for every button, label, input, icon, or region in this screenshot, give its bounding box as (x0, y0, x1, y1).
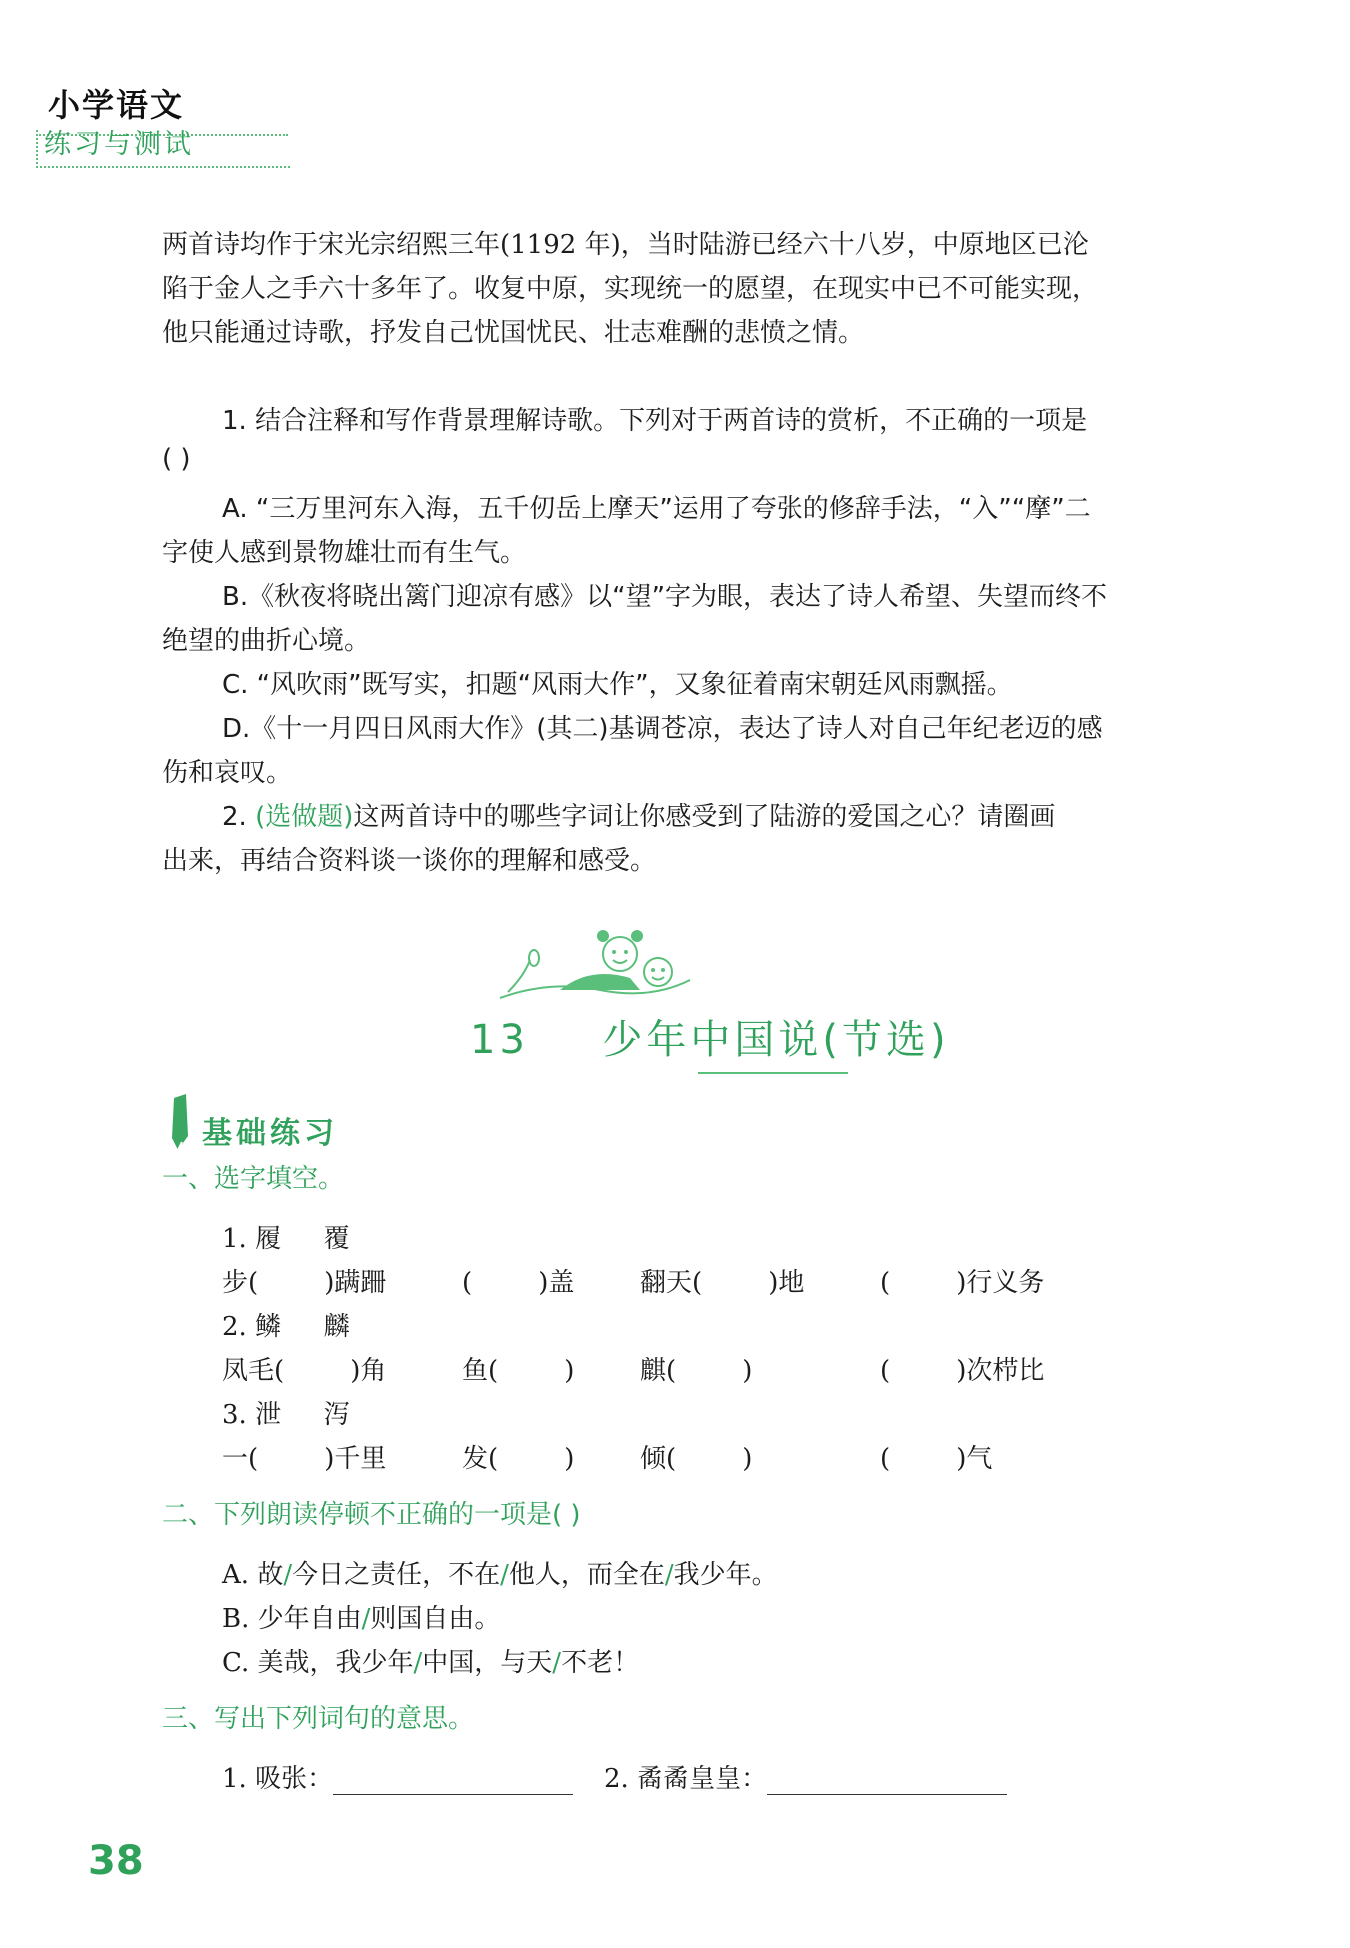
pause-mark: / (361, 1604, 371, 1634)
pause-mark: / (552, 1648, 562, 1678)
children-illustration-icon (490, 918, 710, 1010)
title-underline (698, 1072, 848, 1074)
answer-blank[interactable] (767, 1766, 1007, 1795)
group-3-item-4[interactable]: ( )气 (880, 1444, 993, 1474)
section-2-heading: 二、下列朗读停顿不正确的一项是( ) (162, 1500, 581, 1530)
option-b-line-2: 绝望的曲折心境。 (162, 626, 371, 656)
pause-option-b (222, 1598, 500, 1635)
series-title: 小学语文 (48, 86, 185, 124)
option-d-line-1: D.《十一月四日风雨大作》(其二)基调苍凉，表达了诗人对自己年纪老迈的感 (222, 714, 1103, 744)
group-2-item-1[interactable]: 凤毛( )角 (222, 1356, 387, 1386)
paragraph-line-3: 他只能通过诗歌，抒发自己忧国忧民、壮志难酬的悲愤之情。 (162, 318, 865, 348)
meaning-label: 2. 矞矞皇皇： (604, 1764, 768, 1794)
group-3-item-1[interactable]: 一( )千里 (222, 1444, 387, 1474)
pause-option-a (222, 1554, 778, 1591)
page-number: 38 (88, 1838, 144, 1884)
paragraph-line-2: 陷于金人之手六十多年了。收复中原，实现统一的愿望，在现实中已不可能实现， (162, 274, 1099, 304)
optional-tag: (选做题) (255, 802, 354, 832)
group-2-item-4[interactable]: ( )次栉比 (880, 1356, 1045, 1386)
option-b-line-1: B.《秋夜将晓出篱门迎凉有感》以“望”字为眼，表达了诗人希望、失望而终不 (222, 582, 1108, 612)
option-d-line-2: 伤和哀叹。 (162, 758, 293, 788)
pause-mark: / (664, 1560, 674, 1590)
group-1-chars: 1. 履 覆 (222, 1224, 350, 1254)
section-3-heading: 三、写出下列词句的意思。 (162, 1704, 475, 1734)
question-2-line-2: 出来，再结合资料谈一谈你的理解和感受。 (162, 846, 657, 876)
pencil-icon (164, 1092, 194, 1154)
answer-blank[interactable] (333, 1766, 573, 1795)
segment: 我少年。 (673, 1560, 778, 1590)
pause-mark: / (413, 1648, 423, 1678)
lesson-number: 13 (470, 1017, 529, 1063)
question-2-number: 2. (222, 802, 247, 832)
option-label: A. (222, 1560, 250, 1590)
group-3-item-3[interactable]: 倾( ) (640, 1444, 753, 1474)
meaning-label: 1. 吸张： (222, 1764, 334, 1794)
segment: 今日之责任，不在 (292, 1560, 501, 1590)
segment: 不老！ (561, 1648, 640, 1678)
group-3-item-2[interactable]: 发( ) (462, 1444, 575, 1474)
meaning-item-1 (222, 1758, 573, 1795)
segment: 美哉，我少年 (257, 1648, 414, 1678)
question-2-line-1 (222, 796, 1055, 833)
basic-practice-heading: 基础练习 (202, 1116, 338, 1151)
group-3-chars: 3. 泄 泻 (222, 1400, 350, 1430)
option-a-line-1: A. “三万里河东入海，五千仞岳上摩天”运用了夸张的修辞手法，“入”“摩”二 (222, 494, 1091, 524)
group-1-item-3[interactable]: 翻天( )地 (640, 1268, 805, 1298)
group-2-item-3[interactable]: 麒( ) (640, 1356, 753, 1386)
question-1-stem: 1. 结合注释和写作背景理解诗歌。下列对于两首诗的赏析，不正确的一项是 (222, 406, 1088, 436)
lesson-name: 少年中国说(节选) (602, 1017, 950, 1063)
group-1-item-4[interactable]: ( )行义务 (880, 1268, 1045, 1298)
question-2-text: 这两首诗中的哪些字词让你感受到了陆游的爱国之心？请圈画 (353, 802, 1056, 832)
lesson-title (470, 1008, 950, 1065)
option-c-line-1: C. “风吹雨”既写实，扣题“风雨大作”，又象征着南宋朝廷风雨飘摇。 (222, 670, 1013, 700)
question-1-answer-bracket[interactable]: ( ) (162, 444, 191, 474)
group-1-item-2[interactable]: ( )盖 (462, 1268, 575, 1298)
pause-mark: / (500, 1560, 509, 1590)
option-a-line-2: 字使人感到景物雄壮而有生气。 (162, 538, 527, 568)
pause-option-c (222, 1642, 639, 1679)
segment: 他人，而全在 (508, 1560, 665, 1590)
meaning-item-2 (604, 1758, 1007, 1795)
group-1-item-1[interactable]: 步( )蹒跚 (222, 1268, 387, 1298)
section-1-heading: 一、选字填空。 (162, 1164, 345, 1194)
segment: 中国，与天 (422, 1648, 553, 1678)
paragraph-line-1: 两首诗均作于宋光宗绍熙三年(1192 年)，当时陆游已经六十八岁，中原地区已沦 (162, 230, 1089, 260)
group-2-chars: 2. 鳞 麟 (222, 1312, 350, 1342)
series-subtitle: 练习与测试 (44, 129, 194, 160)
option-label: B. (222, 1604, 250, 1634)
group-2-item-2[interactable]: 鱼( ) (462, 1356, 575, 1386)
option-label: C. (222, 1648, 250, 1678)
segment: 故 (257, 1560, 284, 1590)
segment: 则国自由。 (370, 1604, 501, 1634)
segment: 少年自由 (257, 1604, 362, 1634)
pause-mark: / (283, 1560, 293, 1590)
